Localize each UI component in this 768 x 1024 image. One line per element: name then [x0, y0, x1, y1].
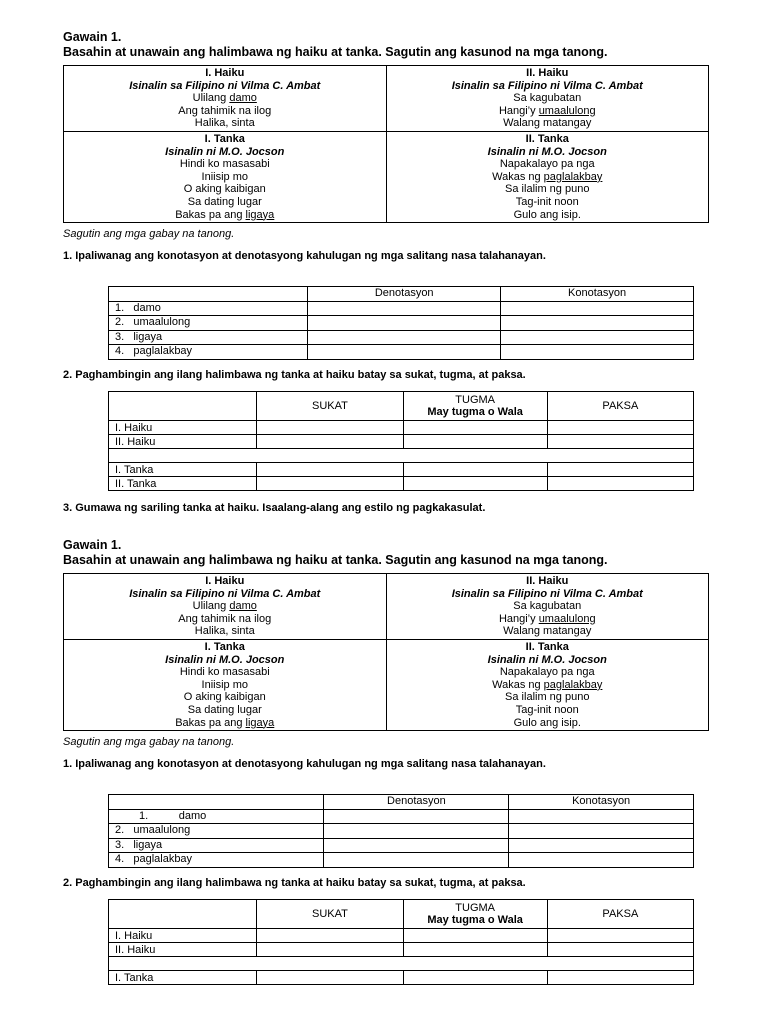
haiku-2-line-3: Walang matangay: [503, 117, 592, 130]
table-row-spacer: [109, 957, 694, 971]
paksa-cell[interactable]: [547, 943, 693, 957]
denotasyon-cell[interactable]: [324, 838, 509, 853]
tanka-2-line-3: Sa ilalim ng puno: [505, 183, 590, 196]
konotasyon-cell[interactable]: [501, 345, 694, 360]
table-row: [109, 929, 694, 943]
word-cell: 1. damo: [109, 301, 308, 316]
konotasyon-cell[interactable]: [509, 809, 694, 824]
tanka-2-author: Isinalin ni M.O. Jocson: [487, 653, 607, 666]
denotasyon-header: Denotasyon: [308, 287, 501, 302]
question-2: 2. Paghambingin ang ilang halimbawa ng tanka at haiku batay sa sukat, tugma, at paksa.: [63, 877, 526, 889]
sukat-cell[interactable]: [257, 971, 403, 985]
tanka-1-line-2: Iniisip mo: [201, 170, 248, 183]
word-cell: 4. paglalakbay: [109, 345, 308, 360]
haiku-2-cell: [386, 66, 709, 132]
section-title: Gawain 1.: [63, 538, 122, 552]
tanka-2-line-5: Gulo ang isip.: [513, 208, 581, 221]
tanka-1-line-1: Hindi ko masasabi: [179, 158, 270, 171]
haiku-1-line-3: Halika, sinta: [194, 625, 255, 638]
table-row: [109, 824, 694, 839]
table-row: [109, 421, 694, 435]
denotation-table: [108, 286, 694, 360]
tugma-cell[interactable]: [403, 477, 547, 491]
word-cell: 3. ligaya: [109, 330, 308, 345]
tugma-cell[interactable]: [403, 929, 547, 943]
word-cell: 2. umaalulong: [109, 316, 308, 331]
table-row: [109, 301, 694, 316]
tanka-1-line-4: Sa dating lugar: [187, 195, 262, 208]
row-label: I. Tanka: [109, 463, 257, 477]
guide-note: Sagutin ang mga gabay na tanong.: [63, 736, 235, 748]
table-header-empty: [109, 287, 308, 302]
sukat-cell[interactable]: [257, 943, 403, 957]
haiku-2-author: Isinalin sa Filipino ni Vilma C. Ambat: [451, 79, 643, 92]
tanka-1-line-5: Bakas pa ang ligaya: [175, 208, 275, 221]
haiku-1-heading: I. Haiku: [205, 575, 245, 587]
table-row: [109, 477, 694, 491]
section-title: Gawain 1.: [63, 30, 122, 44]
tanka-1-cell: [64, 131, 387, 222]
konotasyon-header: Konotasyon: [501, 287, 694, 302]
tugma-cell[interactable]: [403, 971, 547, 985]
konotasyon-cell[interactable]: [501, 330, 694, 345]
word-cell: 3. ligaya: [109, 838, 324, 853]
sukat-cell[interactable]: [257, 463, 403, 477]
tugma-header: TUGMA May tugma o Wala: [403, 392, 547, 421]
tugma-cell[interactable]: [403, 463, 547, 477]
paksa-header: PAKSA: [547, 392, 693, 421]
question-1: 1. Ipaliwanag ang konotasyon at denotasyong kahulugan ng mga salitang nasa talahanayan.: [63, 250, 546, 262]
haiku-2-author: Isinalin sa Filipino ni Vilma C. Ambat: [451, 587, 643, 600]
tanka-1-line-3: O aking kaibigan: [183, 183, 266, 196]
haiku-2-cell: [386, 574, 709, 640]
guide-note: Sagutin ang mga gabay na tanong.: [63, 228, 235, 240]
haiku-1-author: Isinalin sa Filipino ni Vilma C. Ambat: [129, 79, 321, 92]
haiku-1-line-1: Ulilang damo: [192, 92, 257, 105]
table-header-empty: [109, 392, 257, 421]
haiku-2-line-2: Hangi’y umaalulong: [498, 612, 596, 625]
haiku-2-line-1: Sa kagubatan: [513, 92, 582, 105]
table-row: [109, 316, 694, 331]
question-1: 1. Ipaliwanag ang konotasyon at denotasyong kahulugan ng mga salitang nasa talahanayan.: [63, 758, 546, 770]
tanka-2-heading: II. Tanka: [525, 640, 569, 653]
tanka-2-line-4: Tag-init noon: [515, 703, 579, 716]
denotasyon-cell[interactable]: [308, 316, 501, 331]
denotasyon-cell[interactable]: [308, 330, 501, 345]
konotasyon-cell[interactable]: [509, 824, 694, 839]
sukat-cell[interactable]: [257, 929, 403, 943]
tanka-2-line-3: Sa ilalim ng puno: [505, 691, 590, 704]
haiku-1-cell: [64, 574, 387, 640]
tanka-1-cell: [64, 639, 387, 730]
haiku-2-line-1: Sa kagubatan: [513, 600, 582, 613]
word-cell: 1. damo: [109, 809, 324, 824]
row-label: I. Tanka: [109, 971, 257, 985]
paksa-cell[interactable]: [547, 421, 693, 435]
table-row: [109, 853, 694, 868]
comparison-table: [108, 899, 694, 985]
comparison-table: [108, 391, 694, 491]
table-row: [109, 435, 694, 449]
haiku-1-line-1: Ulilang damo: [192, 600, 257, 613]
tanka-2-cell: [386, 639, 709, 730]
sukat-cell[interactable]: [257, 435, 403, 449]
tanka-1-line-4: Sa dating lugar: [187, 703, 262, 716]
haiku-1-line-2: Ang tahimik na ilog: [178, 612, 272, 625]
tanka-2-line-2: Wakas ng paglalakbay: [492, 170, 603, 183]
haiku-1-cell: [64, 66, 387, 132]
haiku-1-author: Isinalin sa Filipino ni Vilma C. Ambat: [129, 587, 321, 600]
question-2: 2. Paghambingin ang ilang halimbawa ng tanka at haiku batay sa sukat, tugma, at paksa.: [63, 369, 526, 381]
sukat-header: SUKAT: [257, 392, 403, 421]
konotasyon-cell[interactable]: [501, 301, 694, 316]
sukat-cell[interactable]: [257, 477, 403, 491]
tanka-1-line-3: O aking kaibigan: [183, 691, 266, 704]
haiku-2-line-2: Hangi’y umaalulong: [498, 104, 596, 117]
tanka-2-cell: [386, 131, 709, 222]
row-label: I. Haiku: [109, 421, 257, 435]
spacer-cell: [109, 957, 694, 971]
tanka-2-author: Isinalin ni M.O. Jocson: [487, 145, 607, 158]
denotation-table: [108, 794, 694, 868]
row-label: II. Tanka: [109, 477, 257, 491]
haiku-1-line-3: Halika, sinta: [194, 117, 255, 130]
table-row: [109, 330, 694, 345]
tanka-1-author: Isinalin ni M.O. Jocson: [165, 145, 285, 158]
tanka-2-line-2: Wakas ng paglalakbay: [492, 678, 603, 691]
paksa-header: PAKSA: [547, 900, 693, 929]
tanka-1-line-5: Bakas pa ang ligaya: [175, 716, 275, 729]
tugma-cell[interactable]: [403, 435, 547, 449]
section-instruction: Basahin at unawain ang halimbawa ng haiku at tanka. Sagutin ang kasunod na mga tanong.: [63, 553, 608, 567]
tanka-1-line-1: Hindi ko masasabi: [179, 666, 270, 679]
haiku-2-line-3: Walang matangay: [503, 625, 592, 638]
tanka-2-line-1: Napakalayo pa nga: [499, 158, 595, 171]
tugma-header: TUGMA May tugma o Wala: [403, 900, 547, 929]
tugma-cell[interactable]: [403, 943, 547, 957]
tanka-1-line-2: Iniisip mo: [201, 678, 248, 691]
paksa-cell[interactable]: [547, 463, 693, 477]
spacer-cell: [109, 449, 694, 463]
tanka-2-heading: II. Tanka: [525, 132, 569, 145]
word-cell: 2. umaalulong: [109, 824, 324, 839]
row-label: II. Haiku: [109, 435, 257, 449]
tanka-1-heading: I. Tanka: [204, 640, 245, 653]
paksa-cell[interactable]: [547, 971, 693, 985]
tanka-2-line-5: Gulo ang isip.: [513, 716, 581, 729]
denotasyon-header: Denotasyon: [324, 795, 509, 810]
konotasyon-header: Konotasyon: [509, 795, 694, 810]
table-row: [109, 943, 694, 957]
word-cell: 4. paglalakbay: [109, 853, 324, 868]
table-row: [109, 971, 694, 985]
paksa-cell[interactable]: [547, 435, 693, 449]
table-row: [109, 838, 694, 853]
paksa-cell[interactable]: [547, 929, 693, 943]
konotasyon-cell[interactable]: [509, 838, 694, 853]
tugma-cell[interactable]: [403, 421, 547, 435]
table-row: [109, 345, 694, 360]
table-row: [109, 463, 694, 477]
tanka-2-line-1: Napakalayo pa nga: [499, 666, 595, 679]
haiku-2-heading: II. Haiku: [526, 67, 569, 79]
denotasyon-cell[interactable]: [308, 345, 501, 360]
konotasyon-cell[interactable]: [509, 853, 694, 868]
haiku-1-heading: I. Haiku: [205, 67, 245, 79]
section-instruction: Basahin at unawain ang halimbawa ng haiku at tanka. Sagutin ang kasunod na mga tanong.: [63, 45, 608, 59]
sukat-header: SUKAT: [257, 900, 403, 929]
poem-table: [63, 65, 709, 223]
denotasyon-cell[interactable]: [324, 824, 509, 839]
paksa-cell[interactable]: [547, 477, 693, 491]
table-row: [109, 809, 694, 824]
poem-table: [63, 573, 709, 731]
table-header-empty: [109, 795, 324, 810]
haiku-2-heading: II. Haiku: [526, 575, 569, 587]
denotasyon-cell[interactable]: [324, 853, 509, 868]
question-3: 3. Gumawa ng sariling tanka at haiku. Isaalang-alang ang estilo ng pagkakasulat.: [63, 502, 486, 514]
tanka-2-line-4: Tag-init noon: [515, 195, 579, 208]
sukat-cell[interactable]: [257, 421, 403, 435]
denotasyon-cell[interactable]: [324, 809, 509, 824]
row-label: I. Haiku: [109, 929, 257, 943]
haiku-1-line-2: Ang tahimik na ilog: [178, 104, 272, 117]
konotasyon-cell[interactable]: [501, 316, 694, 331]
table-header-empty: [109, 900, 257, 929]
table-row-spacer: [109, 449, 694, 463]
tanka-1-author: Isinalin ni M.O. Jocson: [165, 653, 285, 666]
row-label: II. Haiku: [109, 943, 257, 957]
denotasyon-cell[interactable]: [308, 301, 501, 316]
tanka-1-heading: I. Tanka: [204, 132, 245, 145]
